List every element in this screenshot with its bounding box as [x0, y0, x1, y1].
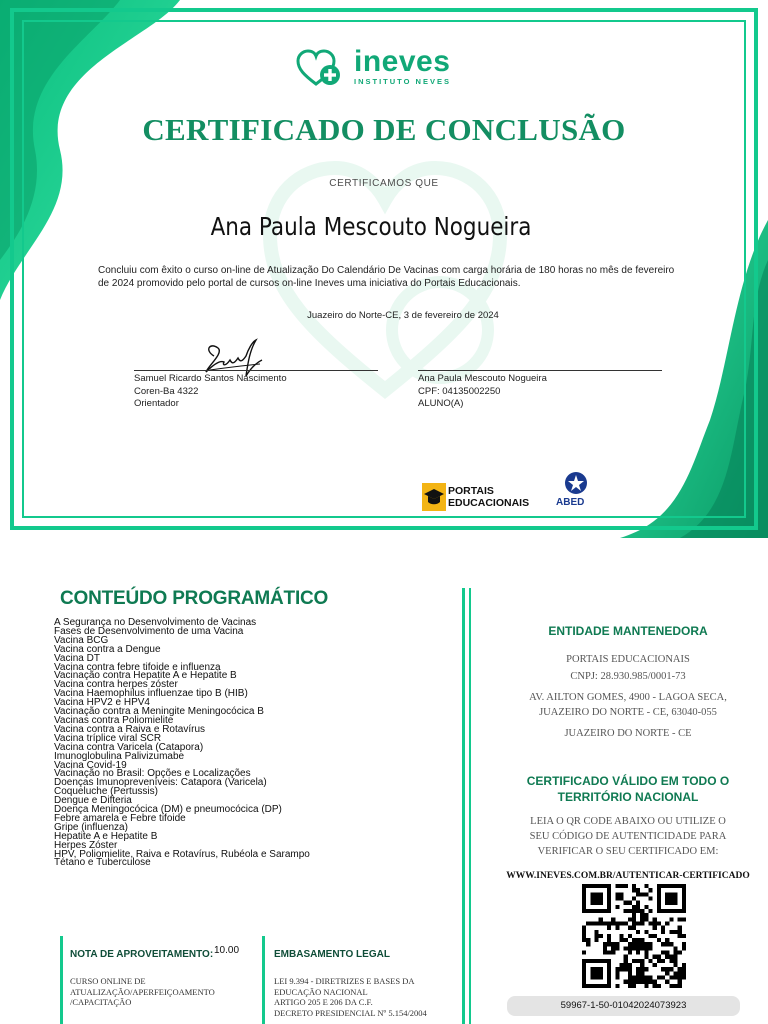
- validity-text-line-1: LEIA O QR CODE ABAIXO OU UTILIZE O: [530, 816, 726, 827]
- program-list-item: Coqueluche (Pertussis): [54, 786, 158, 798]
- program-list-item: Vacina contra a Dengue: [54, 643, 161, 655]
- entity-section: [488, 624, 768, 741]
- program-list-item: Doença Meningocócica (DM) e pneumocócica (DP): [54, 804, 282, 816]
- column-divider-right: [469, 588, 471, 1024]
- page-separator: [0, 538, 768, 564]
- entity-address-line-1: AV. AILTON GOMES, 4900 - LAGOA SECA,: [529, 692, 727, 703]
- program-list-item: Vacina contra herpes zóster: [54, 679, 178, 691]
- student-cpf: CPF: 04135002250: [418, 385, 501, 397]
- program-list-item: Imunoglobulina Palivizumabe: [54, 750, 185, 762]
- program-list-item: Vacina HPV2 e HPV4: [54, 697, 150, 709]
- program-list-item: Vacina contra febre tifoide e influenza: [54, 661, 221, 673]
- entity-address-line-2: JUAZEIRO DO NORTE - CE, 63040-055: [539, 707, 717, 718]
- legal-text: [274, 976, 427, 1018]
- qr-code-icon[interactable]: [582, 884, 686, 988]
- authentication-url[interactable]: WWW.INEVES.COM.BR/AUTENTICAR-CERTIFICADO: [506, 871, 750, 881]
- column-divider-left: [462, 588, 465, 1024]
- authenticity-code: 59967-1-50-01042024073923: [507, 996, 740, 1016]
- program-list-item: Doenças Imunopreveníveis: Catapora (Varicela): [54, 777, 267, 789]
- student-signature-line: [418, 370, 662, 371]
- place-and-date: Juazeiro do Norte-CE, 3 de fevereiro de 2024: [307, 310, 499, 321]
- advisor-signature-line: [134, 370, 378, 371]
- portais-logo-line-2: EDUCACIONAIS: [448, 497, 530, 509]
- portais-logo-text: [448, 485, 529, 509]
- validity-title-line-1: CERTIFICADO VÁLIDO EM TODO O: [526, 774, 730, 788]
- program-list-item: Vacina contra Varicela (Catapora): [54, 741, 204, 753]
- advisor-registration: Coren-Ba 4322: [134, 385, 199, 397]
- ineves-logo: [296, 46, 456, 90]
- program-list-item: Vacinação contra Hepatite A e Hepatite B: [54, 670, 237, 682]
- certificate-body-text: Concluiu com êxito o curso on-line de Atualização Do Calendário De Vacinas com carga horária de 180 horas no mês de fevereiro de 2024 promovido pelo portal de cursos on-line Ineves uma iniciativa do Portais Educacionais.: [98, 265, 675, 289]
- legal-line-1: LEI 9.394 - DIRETRIZES E BASES DA: [274, 976, 415, 986]
- program-list-item: Vacinação no Brasil: Opções e Localizações: [54, 768, 251, 780]
- program-list: [54, 619, 384, 868]
- grade-box: [60, 936, 254, 1024]
- grade-value: 10.00: [214, 945, 240, 956]
- program-list-item: Vacina contra a Raiva e Rotavírus: [54, 723, 206, 735]
- legal-line-3: ARTIGO 205 E 206 DA C.F.: [274, 997, 373, 1007]
- student-block-name: Ana Paula Mescouto Nogueira: [418, 373, 547, 384]
- validity-text-line-2: SEU CÓDIGO DE AUTENTICIDADE PARA: [529, 831, 727, 842]
- program-list-item: A Segurança no Desenvolvimento de Vacinas: [54, 617, 257, 628]
- abed-star-icon: [552, 470, 600, 498]
- portais-educacionais-logo: [422, 482, 542, 512]
- course-type-line-3: /CAPACITAÇÃO: [70, 997, 132, 1007]
- entity-title: ENTIDADE MANTENEDORA: [548, 624, 708, 638]
- program-title: CONTEÚDO PROGRAMÁTICO: [60, 588, 329, 609]
- logo-wordmark: ineves: [354, 45, 451, 78]
- certificate-title: CERTIFICADO DE CONCLUSÃO: [142, 112, 626, 147]
- program-list-item: Herpes Zóster: [54, 839, 118, 851]
- validity-section: [488, 774, 768, 881]
- grade-box-accent-bar: [60, 936, 63, 1024]
- legal-box-accent-bar: [262, 936, 265, 1024]
- program-list-item: Fases de Desenvolvimento de uma Vacina: [54, 625, 244, 637]
- logo-subtitle: INSTITUTO NEVES: [354, 77, 451, 86]
- program-list-item: Gripe (influenza): [54, 821, 128, 833]
- legal-line-2: EDUCAÇÃO NACIONAL: [274, 986, 368, 997]
- program-list-item: Vacinação contra a Meningite Meningocócica B: [54, 706, 264, 718]
- course-type-line-2: ATUALIZAÇÃO/APERFEIÇOAMENTO: [70, 986, 215, 997]
- entity-cnpj: CNPJ: 28.930.985/0001-73: [570, 671, 686, 682]
- program-list-item: Tétano e Tuberculose: [54, 857, 151, 869]
- legal-line-4: DECRETO PRESIDENCIAL Nº 5.154/2004: [274, 1007, 427, 1018]
- validity-text-line-3: VERIFICAR O SEU CERTIFICADO EM:: [537, 846, 719, 857]
- course-type: [70, 976, 215, 1008]
- program-list-item: Hepatite A e Hepatite B: [54, 830, 158, 842]
- abed-logo-text: ABED: [556, 497, 585, 508]
- course-type-line-1: CURSO ONLINE DE: [70, 976, 146, 986]
- portais-logo-line-1: PORTAIS: [448, 485, 494, 497]
- entity-name: PORTAIS EDUCACIONAIS: [566, 654, 690, 665]
- advisor-signature-block: [134, 373, 287, 411]
- program-list-item: HPV, Poliomielite, Raiva e Rotavírus, Rubéola e Sarampo: [54, 848, 310, 860]
- entity-city: JUAZEIRO DO NORTE - CE: [564, 728, 692, 739]
- program-list-item: Dengue e Difteria: [54, 795, 132, 807]
- advisor-role: Orientador: [134, 398, 179, 409]
- program-list-item: Vacina Covid-19: [54, 759, 127, 771]
- student-name: Ana Paula Mescouto Nogueira: [210, 212, 532, 241]
- program-list-item: Vacina tríplice viral SCR: [54, 732, 162, 744]
- program-list-item: Febre amarela e Febre tifoide: [54, 812, 186, 824]
- advisor-name: Samuel Ricardo Santos Nascimento: [134, 373, 287, 384]
- program-list-item: Vacinas contra Poliomielite: [54, 714, 174, 726]
- student-role: ALUNO(A): [418, 398, 464, 409]
- graduation-cap-icon: [422, 483, 448, 511]
- student-signature-block: [418, 373, 547, 411]
- validity-title-line-2: TERRITÓRIO NACIONAL: [557, 790, 699, 804]
- heart-cross-logo-icon: [296, 48, 348, 88]
- program-list-item: Vacina DT: [54, 652, 100, 664]
- program-list-item: Vacina Haemophilus influenzae tipo B (HIB): [54, 688, 248, 700]
- legal-label: EMBASAMENTO LEGAL: [274, 949, 390, 960]
- program-list-item: Vacina BCG: [54, 634, 109, 646]
- certify-label: CERTIFICAMOS QUE: [329, 178, 439, 189]
- grade-label: NOTA DE APROVEITAMENTO:: [70, 949, 214, 960]
- legal-basis-box: [262, 936, 452, 1024]
- abed-logo: [552, 470, 600, 516]
